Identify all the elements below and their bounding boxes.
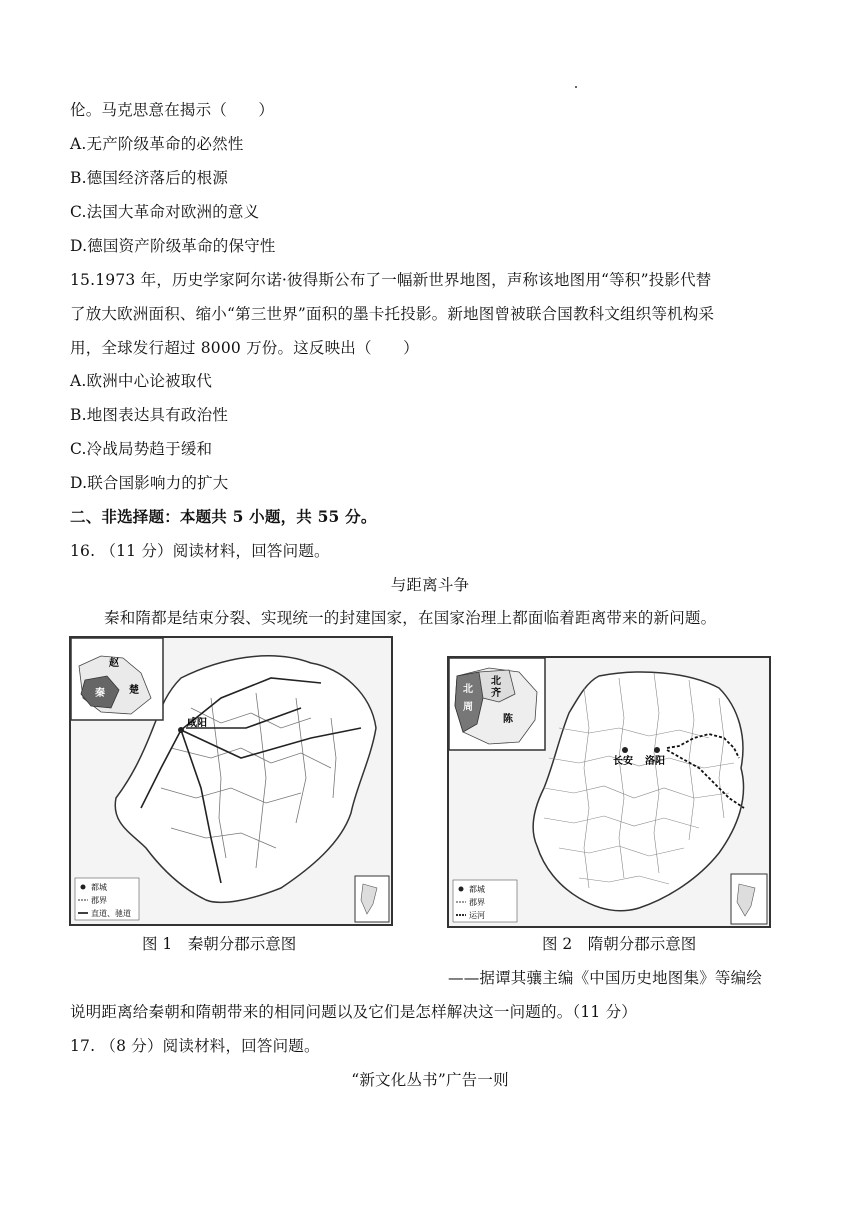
inset-label-qi: 齐 (491, 688, 501, 699)
scan-speck (575, 86, 577, 88)
legend-canal: 运河 (469, 911, 485, 920)
qin-map-figure (69, 636, 393, 926)
q14-option-d: D.德国资产阶级革命的保守性 (70, 237, 276, 255)
legend-roads: 直道、驰道 (91, 909, 131, 918)
inset-label-bei-1: 北 (463, 684, 473, 695)
section-2-heading: 二、非选择题：本题共 5 小题，共 55 分。 (70, 507, 377, 526)
q15-stem-line-1: 15.1973 年，历史学家阿尔诺·彼得斯公布了一幅新世界地图，声称该地图用“等积”投影代替 (70, 271, 712, 289)
q14-option-b: B.德国经济落后的根源 (70, 169, 229, 187)
map-source: ——据谭其骧主编《中国历史地图集》等编绘 (448, 969, 763, 987)
q17-header: 17. （8 分）阅读材料，回答问题。 (70, 1037, 320, 1055)
q15-stem-line-3: 用，全球发行超过 8000 万份。这反映出（ ） (70, 339, 419, 357)
sui-capital-label-luoyang: 洛阳 (645, 756, 665, 767)
q15-option-a: A.欧洲中心论被取代 (70, 372, 213, 390)
inset-label-bei-2: 北 (491, 676, 501, 687)
q16-intro: 秦和隋都是结束分裂、实现统一的封建国家，在国家治理上都面临着距离带来的新问题。 (104, 609, 717, 627)
inset-label-chen: 陈 (503, 714, 513, 725)
qin-capital-label: 咸阳 (187, 718, 207, 729)
q16-header: 16. （11 分）阅读材料，回答问题。 (70, 542, 330, 560)
q15-option-c: C.冷战局势趋于缓和 (70, 440, 213, 458)
inset-label-zhou: 周 (463, 702, 473, 713)
sui-capital-label-changan: 长安 (613, 756, 633, 767)
q15-stem-line-2: 了放大欧洲面积、缩小“第三世界”面积的墨卡托投影。新地图曾被联合国教科文组织等机构采 (70, 305, 715, 323)
q16-question: 说明距离给秦朝和隋朝带来的相同问题以及它们是怎样解决这一问题的。（11 分） (70, 1003, 638, 1021)
inset-label-zhao: 赵 (109, 658, 119, 669)
sui-map-figure (447, 656, 771, 928)
legend-capital: 都城 (91, 883, 107, 892)
q17-title: “新文化丛书”广告一则 (351, 1071, 509, 1089)
q14-stem-tail: 伦。马克思意在揭示（ ） (70, 101, 275, 119)
q16-title: 与距离斗争 (390, 576, 470, 594)
q15-option-d: D.联合国影响力的扩大 (70, 474, 229, 492)
fig2-caption: 图 2 隋朝分郡示意图 (542, 935, 697, 953)
fig1-caption: 图 1 秦朝分郡示意图 (142, 935, 297, 953)
legend-commandery-border: 郡界 (91, 896, 107, 905)
legend-commandery-border: 郡界 (469, 898, 485, 907)
legend-capital: 都城 (469, 885, 485, 894)
q15-option-b: B.地图表达具有政治性 (70, 406, 229, 424)
q14-option-a: A.无产阶级革命的必然性 (70, 135, 244, 153)
q14-option-c: C.法国大革命对欧洲的意义 (70, 203, 260, 221)
inset-label-chu: 楚 (129, 685, 139, 696)
inset-label-qin: 秦 (95, 688, 105, 699)
